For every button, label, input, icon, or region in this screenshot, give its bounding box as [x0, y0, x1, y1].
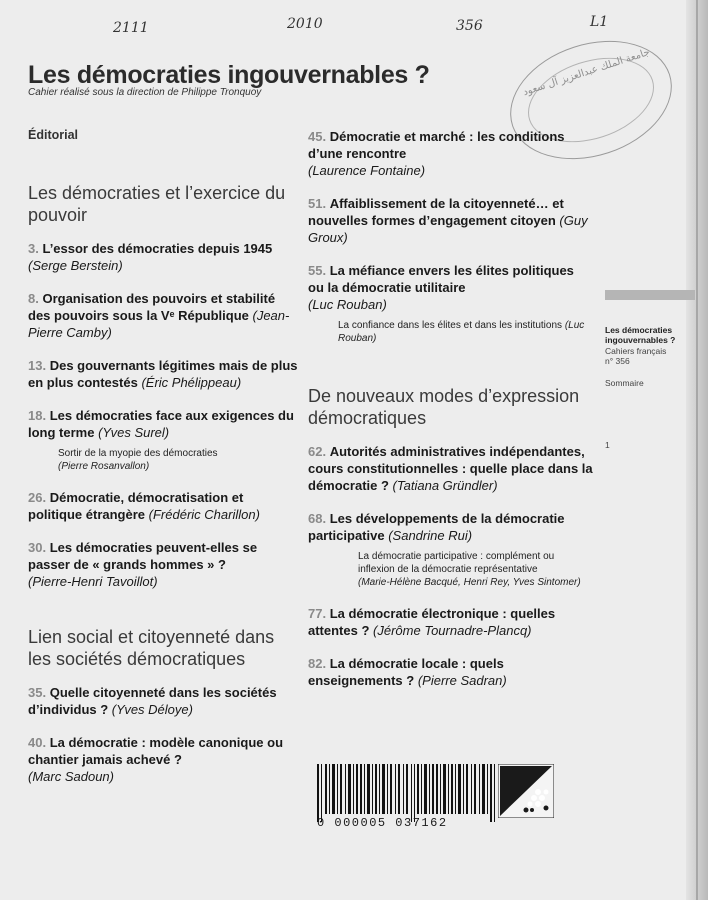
toc-title: Organisation des pouvoirs et stabilité des pouvoirs sous la Vᵉ République: [28, 291, 276, 323]
sidebar-bar: [605, 290, 695, 300]
toc-page-number: 8.: [28, 291, 39, 306]
toc-title: Les démocraties face aux exigences du long terme: [28, 408, 294, 440]
handwritten-note-2: 2010: [287, 16, 323, 32]
toc-sub-entry[interactable]: [58, 447, 298, 473]
toc-entry[interactable]: [308, 443, 593, 494]
toc-page-number: 26.: [28, 490, 47, 505]
toc-title: La méfiance envers les élites politiques ou la démocratie utilitaire: [308, 263, 574, 295]
toc-page-number: 13.: [28, 358, 47, 373]
handwritten-note-4: L1: [590, 14, 609, 30]
toc-author: (Tatiana Gründler): [392, 478, 498, 493]
toc-author: (Jean-Pierre Camby): [28, 308, 290, 340]
toc-title: L’essor des démocraties depuis 1945: [42, 241, 273, 256]
toc-entry[interactable]: [28, 290, 298, 341]
editorial-link[interactable]: Éditorial: [28, 128, 79, 142]
toc-sub-title: La confiance dans les élites et dans les institutions: [338, 320, 563, 331]
page-title: Les démocraties ingouvernables ?: [28, 61, 430, 89]
toc-page-number: 51.: [308, 196, 327, 211]
handwritten-note-1: 2111: [113, 20, 149, 36]
toc-entry[interactable]: [28, 240, 298, 274]
toc-author: (Jérôme Tournadre-Plancq): [373, 623, 532, 638]
toc-entry[interactable]: [308, 510, 593, 544]
toc-page-number: 40.: [28, 735, 47, 750]
section-heading: Lien social et citoyenneté dans les sociétés démocratiques: [28, 627, 275, 669]
toc-author: (Serge Berstein): [28, 258, 123, 273]
library-stamp-text: جامعة الملك عبدالعزيز آل سعود: [521, 46, 652, 99]
sidebar-journal-name: Cahiers français: [605, 346, 667, 356]
left-column: [28, 128, 298, 801]
toc-page-number: 55.: [308, 263, 327, 278]
toc-page-number: 3.: [28, 241, 39, 256]
toc-entry[interactable]: [28, 407, 298, 441]
toc-entry[interactable]: [308, 195, 593, 246]
toc-author: (Yves Surel): [98, 425, 170, 440]
toc-title: Quelle citoyenneté dans les sociétés d’individus ?: [28, 685, 277, 717]
page-subtitle: Cahier réalisé sous la direction de Philippe Tronquoy: [28, 87, 262, 98]
toc-page-number: 35.: [28, 685, 47, 700]
middle-column: [308, 128, 593, 705]
toc-author: (Sandrine Rui): [388, 528, 473, 543]
toc-sub-entry[interactable]: [358, 550, 593, 589]
toc-entry[interactable]: [308, 655, 593, 689]
toc-sub-author: (Pierre Rosanvallon): [58, 461, 150, 472]
toc-page-number: 30.: [28, 540, 47, 555]
toc-title: Autorités administratives indépendantes, cours constitutionnelles : quelle place dans la démocratie ?: [308, 444, 593, 493]
toc-title: La démocratie électronique : quelles attentes ?: [308, 606, 556, 638]
toc-entry[interactable]: [28, 684, 298, 718]
toc-entry[interactable]: [308, 128, 593, 179]
toc-author: (Marc Sadoun): [28, 769, 114, 784]
toc-author: (Yves Déloye): [111, 702, 193, 717]
toc-title: Les développements de la démocratie participative: [308, 511, 565, 543]
sidebar-title: Les démocraties ingouvernables ?: [605, 325, 676, 345]
toc-title: Des gouvernants légitimes mais de plus en plus contestés: [28, 358, 298, 390]
toc-page-number: 45.: [308, 129, 327, 144]
publisher-logo-icon: [498, 764, 554, 818]
toc-sub-title: Sortir de la myopie des démocraties: [58, 448, 218, 459]
toc-entry[interactable]: [28, 734, 298, 785]
toc-author: (Luc Rouban): [308, 297, 387, 312]
toc-author: (Pierre-Henri Tavoillot): [28, 574, 158, 589]
toc-entry[interactable]: [308, 262, 593, 313]
section-heading: De nouveaux modes d’expression démocratiques: [308, 386, 580, 428]
section-heading: Les démocraties et l’exercice du pouvoir: [28, 183, 286, 225]
toc-page-number: 77.: [308, 606, 327, 621]
toc-entry[interactable]: [308, 605, 593, 639]
handwritten-note-3: 356: [456, 18, 483, 34]
toc-page-number: 18.: [28, 408, 47, 423]
sidebar-journal: [605, 346, 666, 366]
toc-entry[interactable]: [28, 357, 298, 391]
toc-page-number: 62.: [308, 444, 327, 459]
toc-title: Démocratie et marché : les conditions d’une rencontre: [308, 129, 565, 161]
toc-page-number: 68.: [308, 511, 327, 526]
toc-title: La démocratie locale : quels enseignements ?: [308, 656, 504, 688]
toc-entry[interactable]: [28, 539, 298, 590]
barcode-number: 0 000005 037162: [317, 816, 448, 830]
toc-author: (Pierre Sadran): [417, 673, 507, 688]
toc-sub-author: (Marie-Hélène Bacqué, Henri Rey, Yves Sintomer): [358, 577, 581, 588]
page-edge-line: [696, 0, 698, 900]
toc-title: Les démocraties peuvent-elles se passer de « grands hommes » ?: [28, 540, 258, 572]
barcode: [317, 764, 522, 824]
sidebar-issue: n° 356: [605, 356, 630, 366]
toc-title: Affaiblissement de la citoyenneté… et nouvelles formes d’engagement citoyen: [308, 196, 564, 228]
toc-sub-entry[interactable]: [338, 319, 593, 345]
toc-entry[interactable]: [28, 489, 298, 523]
toc-title: La démocratie : modèle canonique ou chantier jamais achevé ?: [28, 735, 284, 767]
toc-author: (Laurence Fontaine): [308, 163, 426, 178]
toc-title: Démocratie, démocratisation et politique étrangère: [28, 490, 244, 522]
toc-sub-title: La démocratie participative : complément ou inflexion de la démocratie représentative: [358, 551, 555, 575]
toc-author: (Éric Phélippeau): [141, 375, 242, 390]
page-number: 1: [605, 440, 610, 450]
sidebar-label: Sommaire: [605, 378, 644, 388]
toc-author: (Frédéric Charillon): [148, 507, 260, 522]
toc-author: (Guy Groux): [308, 213, 588, 245]
toc-page-number: 82.: [308, 656, 327, 671]
toc-sub-author: (Luc Rouban): [338, 320, 585, 344]
